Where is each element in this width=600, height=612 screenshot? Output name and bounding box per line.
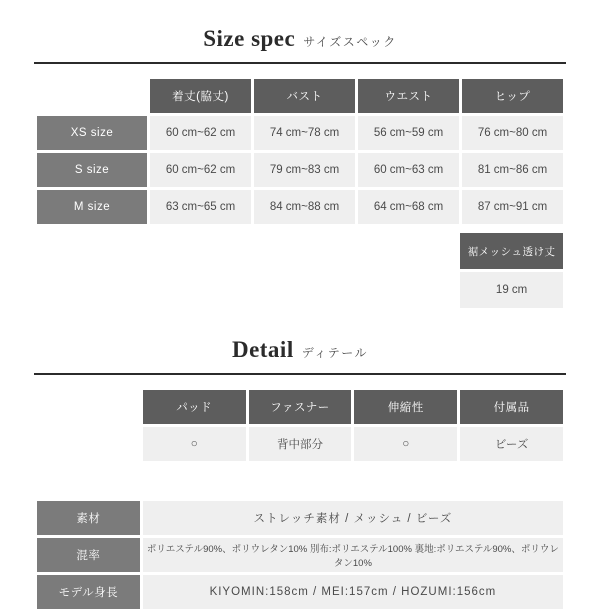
spacer-cell xyxy=(249,272,352,308)
cell-stretch-value: ○ xyxy=(354,427,457,461)
column-header-length: 着丈(脇丈) xyxy=(150,79,251,113)
table-row xyxy=(37,272,563,308)
table-row xyxy=(37,575,563,609)
row-header-m: M size xyxy=(37,190,147,224)
table-row xyxy=(37,427,563,461)
cell-material-value: ストレッチ素材 / メッシュ / ビーズ xyxy=(143,501,563,535)
row-header-material: 素材 xyxy=(37,501,140,535)
table-row xyxy=(37,116,563,150)
size-spec-table-wrap xyxy=(34,64,566,311)
column-header-bust: バスト xyxy=(254,79,355,113)
size-spec-title-en: Size spec xyxy=(203,26,296,51)
row-header-s: S size xyxy=(37,153,147,187)
detail-title-en: Detail xyxy=(231,337,294,362)
detail-heading xyxy=(34,311,566,373)
cell-s-waist: 60 cm~63 cm xyxy=(358,153,459,187)
column-header-hip: ヒップ xyxy=(462,79,563,113)
spacer-cell xyxy=(37,233,140,269)
cell-xs-waist: 56 cm~59 cm xyxy=(358,116,459,150)
spacer-row xyxy=(37,464,563,498)
cell-s-hip: 81 cm~86 cm xyxy=(462,153,563,187)
table-header-row xyxy=(37,390,563,424)
spacer-cell xyxy=(143,272,246,308)
spacer-cell xyxy=(354,272,457,308)
size-spec-table xyxy=(34,76,566,227)
cell-xs-hip: 76 cm~80 cm xyxy=(462,116,563,150)
spacer-cell xyxy=(37,427,140,461)
cell-m-waist: 64 cm~68 cm xyxy=(358,190,459,224)
column-header-pad: パッド xyxy=(143,390,246,424)
table-header-row xyxy=(37,79,563,113)
row-header-composition: 混率 xyxy=(37,538,140,572)
cell-xs-length: 60 cm~62 cm xyxy=(150,116,251,150)
cell-m-bust: 84 cm~88 cm xyxy=(254,190,355,224)
cell-s-bust: 79 cm~83 cm xyxy=(254,153,355,187)
table-row xyxy=(37,538,563,572)
column-header-waist: ウエスト xyxy=(358,79,459,113)
size-spec-heading xyxy=(34,0,566,62)
detail-title-jp: ディテール xyxy=(301,346,369,360)
hem-extra-table xyxy=(34,230,566,311)
cell-zipper-value: 背中部分 xyxy=(249,427,352,461)
cell-accessory-value: ビーズ xyxy=(460,427,563,461)
cell-m-hip: 87 cm~91 cm xyxy=(462,190,563,224)
column-header-zipper: ファスナー xyxy=(249,390,352,424)
column-header-accessory: 付属品 xyxy=(460,390,563,424)
spacer-cell xyxy=(249,233,352,269)
cell-xs-bust: 74 cm~78 cm xyxy=(254,116,355,150)
table-row xyxy=(37,501,563,535)
detail-table xyxy=(34,387,566,612)
hem-extra-wrap xyxy=(34,230,566,311)
size-spec-title-jp: サイズスペック xyxy=(303,35,397,49)
corner-cell xyxy=(37,79,147,113)
corner-cell xyxy=(37,390,140,424)
spacer-cell xyxy=(37,272,140,308)
detail-table-wrap xyxy=(34,375,566,612)
cell-s-length: 60 cm~62 cm xyxy=(150,153,251,187)
cell-model-height-value: KIYOMIN:158cm / MEI:157cm / HOZUMI:156cm xyxy=(143,575,563,609)
column-header-hem-sheer: 裾メッシュ透け丈 xyxy=(460,233,563,269)
row-header-xs: XS size xyxy=(37,116,147,150)
cell-m-length: 63 cm~65 cm xyxy=(150,190,251,224)
row-header-model-height: モデル身長 xyxy=(37,575,140,609)
table-row xyxy=(37,153,563,187)
spacer-cell xyxy=(354,233,457,269)
table-row xyxy=(37,190,563,224)
spacer-cell xyxy=(37,464,563,498)
table-row xyxy=(37,233,563,269)
column-header-stretch: 伸縮性 xyxy=(354,390,457,424)
spacer-cell xyxy=(143,233,246,269)
cell-pad-value: ○ xyxy=(143,427,246,461)
cell-composition-value: ポリエステル90%、ポリウレタン10% 別布:ポリエステル100% 裏地:ポリエステル90%、ポリウレタン10% xyxy=(143,538,563,572)
cell-hem-sheer-value: 19 cm xyxy=(460,272,563,308)
